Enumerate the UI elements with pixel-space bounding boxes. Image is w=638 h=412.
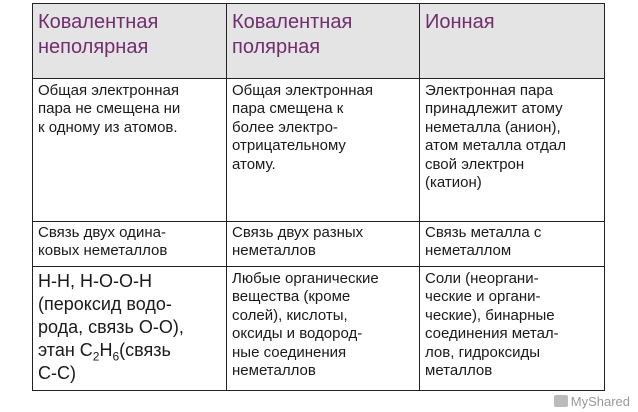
formula-text: этан C	[38, 340, 93, 360]
cell-line: Общая электронная	[38, 82, 179, 99]
cell-line: неметаллом	[425, 242, 512, 260]
cell-line: лов, гидроксиды	[425, 343, 540, 361]
cell-line: принадлежит атому	[425, 100, 563, 118]
watermark	[554, 394, 630, 409]
table-row	[33, 79, 605, 222]
cell-line: отрицательному	[232, 137, 346, 155]
cell-line: атом металла отдал	[425, 137, 566, 155]
cell-bond-between-ionic	[420, 222, 605, 267]
cell-electron-pair-ionic	[420, 79, 605, 222]
cell-line: ные соединения	[232, 343, 347, 361]
header-line: неполярная	[38, 36, 149, 58]
cell-line: атому.	[232, 155, 276, 173]
cell-line: (катион)	[425, 174, 482, 192]
table-row	[33, 267, 605, 391]
cell-line: неметалла (анион),	[425, 118, 561, 136]
cell-line: C-C)	[38, 363, 76, 383]
cell-line: более электро-	[232, 118, 338, 136]
cell-line: Общая электронная	[232, 82, 373, 99]
cell-line: оксиды и водород-	[232, 325, 363, 343]
cell-line: Соли (неоргани-	[425, 270, 539, 287]
cell-line: соединения метал-	[425, 325, 559, 343]
cell-line: металлов	[425, 362, 493, 380]
watermark-icon	[554, 395, 568, 407]
cell-examples-nonpolar	[33, 267, 227, 391]
cell-line: пара смещена к	[232, 100, 344, 118]
cell-line: Любые органические	[232, 270, 379, 287]
cell-line: ческие и органи-	[425, 288, 541, 306]
cell-line: (пероксид водо-	[38, 294, 172, 314]
cell-line: ческие), бинарные	[425, 306, 555, 324]
cell-line: неметаллов	[232, 362, 316, 380]
cell-line: Связь двух разных	[232, 224, 364, 241]
cell-line: неметаллов	[232, 242, 316, 260]
cell-line: Связь металла с	[425, 224, 542, 241]
cell-bond-between-polar	[227, 222, 420, 267]
header-line: Ковалентная	[38, 11, 159, 33]
header-covalent-nonpolar	[33, 4, 227, 79]
cell-line: Связь двух одина-	[38, 224, 166, 241]
cell-line: солей), кислоты,	[232, 306, 348, 324]
cell-electron-pair-polar	[227, 79, 420, 222]
subscript: 6	[112, 349, 120, 364]
header-ionic	[420, 4, 605, 79]
header-line: Ковалентная	[232, 11, 353, 33]
cell-line: вещества (кроме	[232, 288, 351, 306]
cell-line: H-H, H-O-O-H	[38, 271, 152, 291]
bond-types-table	[32, 3, 605, 391]
cell-line: Электронная пара	[425, 82, 554, 99]
header-row	[33, 4, 605, 79]
cell-bond-between-nonpolar	[33, 222, 227, 267]
formula-text: H	[99, 340, 113, 360]
table-row	[33, 222, 605, 267]
subscript: 2	[92, 349, 100, 364]
cell-examples-ionic	[420, 267, 605, 391]
cell-line: пара не смещена ни	[38, 100, 181, 118]
cell-line: рода, связь O-O),	[38, 317, 184, 337]
cell-line: к одному из атомов.	[38, 118, 178, 136]
cell-line: ковых неметаллов	[38, 242, 168, 260]
formula-text: (связь	[119, 340, 171, 360]
header-covalent-polar	[227, 4, 420, 79]
cell-electron-pair-nonpolar	[33, 79, 227, 222]
formula-line	[38, 339, 221, 362]
cell-line: свой электрон	[425, 155, 525, 173]
header-line: Ионная	[425, 11, 495, 33]
watermark-text: MyShared	[570, 394, 630, 409]
cell-examples-polar	[227, 267, 420, 391]
header-line: полярная	[232, 36, 321, 58]
